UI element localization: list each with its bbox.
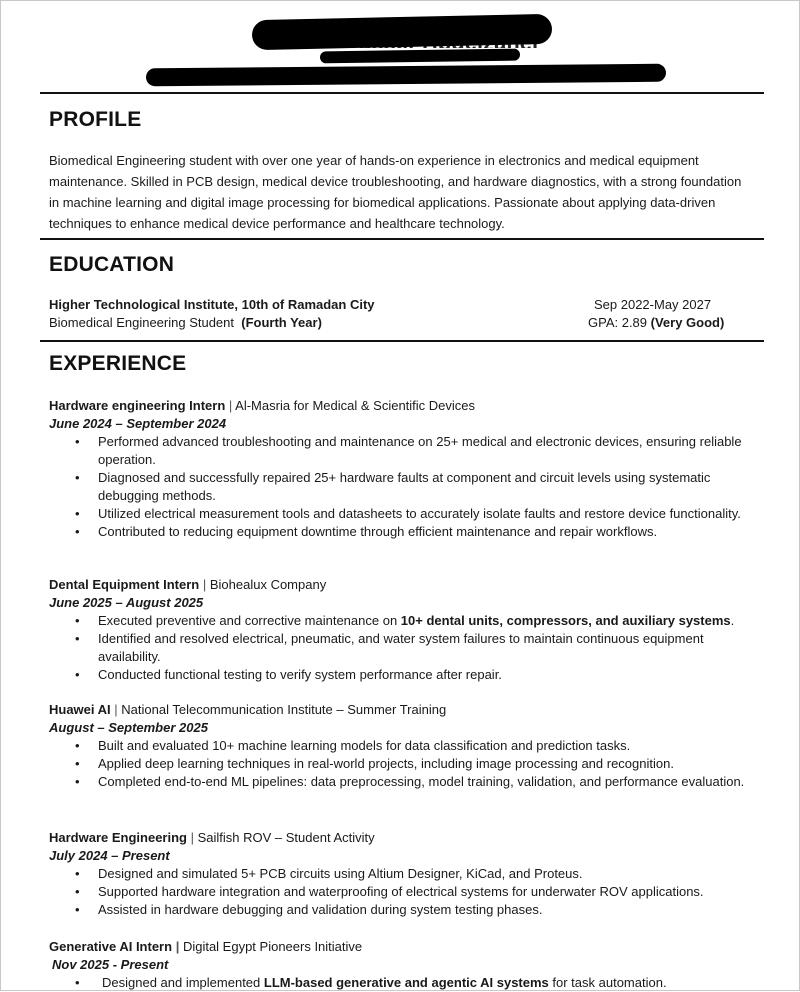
job-bullets xyxy=(49,865,769,919)
job-header: Generative AI Intern | Digital Egypt Pioneers Initiative xyxy=(49,939,363,954)
job-entry xyxy=(49,829,769,919)
job-role: Hardware Engineering xyxy=(49,830,187,845)
section-divider xyxy=(40,238,764,240)
job-bullet: • Conducted functional testing to verify system performance after repair. xyxy=(49,666,769,684)
job-bullets xyxy=(49,974,769,992)
bullet-text: Executed preventive and corrective maintenance on xyxy=(98,613,401,628)
job-bullet: • Assisted in hardware debugging and validation during system testing phases. xyxy=(49,901,769,919)
job-bullet: • Applied deep learning techniques in real-world projects, including image processing and recognition. xyxy=(49,755,769,773)
job-organization: National Telecommunication Institute – Summer Training xyxy=(121,702,447,717)
degree-title: Biomedical Engineering Student xyxy=(49,315,235,330)
job-role: Huawei AI xyxy=(49,702,111,717)
job-bullet: • Built and evaluated 10+ machine learning models for data classification and prediction tasks. xyxy=(49,737,769,755)
job-organization: Digital Egypt Pioneers Initiative xyxy=(182,939,363,954)
job-bullet: • Identified and resolved electrical, pneumatic, and water system failures to maintain continuous equipment availability. xyxy=(49,630,769,666)
job-role: Hardware engineering Intern xyxy=(49,398,226,413)
job-dates: July 2024 – Present xyxy=(49,848,170,863)
degree-year: (Fourth Year) xyxy=(241,315,322,330)
job-header: Huawei AI | National Telecommunication Institute – Summer Training xyxy=(49,702,447,717)
job-bullet: • Designed and simulated 5+ PCB circuits using Altium Designer, KiCad, and Proteus. xyxy=(49,865,769,883)
job-entry xyxy=(49,701,769,791)
job-bullet: • Performed advanced troubleshooting and maintenance on 25+ medical and electronic devices, ensuring reliable operation. xyxy=(49,433,769,469)
education-entry xyxy=(49,296,375,332)
job-bullets xyxy=(49,612,769,684)
job-bullet xyxy=(49,612,769,630)
job-role: Dental Equipment Intern xyxy=(49,577,200,592)
education-heading: EDUCATION xyxy=(49,253,175,276)
job-organization: Biohealux Company xyxy=(209,577,327,592)
job-header: Dental Equipment Intern | Biohealux Company xyxy=(49,577,327,592)
job-dates: August – September 2025 xyxy=(49,720,208,735)
job-entry xyxy=(49,397,769,541)
job-entry xyxy=(49,576,769,684)
job-dates: June 2025 – August 2025 xyxy=(49,595,204,610)
job-header: Hardware engineering Intern | Al-Masria for Medical & Scientific Devices xyxy=(49,398,476,413)
job-bullet: • Utilized electrical measurement tools and datasheets to accurately isolate faults and restore device functionality. xyxy=(49,505,769,523)
job-bullets xyxy=(49,433,769,541)
profile-summary: Biomedical Engineering student with over one year of hands-on experience in electronics and medical equipment maintenance. Skilled in PCB design, medical device troubleshooting, and hardware diagnostics, with a strong foundation in machine learning and digital image processing for biomedical applications. Passionate about applying data-driven techniques to enhance medical device performance and healthcare technology. xyxy=(49,153,742,231)
job-organization: Sailfish ROV – Student Activity xyxy=(197,830,375,845)
institution-name: Higher Technological Institute, 10th of Ramadan City xyxy=(49,297,375,312)
education-meta xyxy=(588,296,725,332)
job-dates: June 2024 – September 2024 xyxy=(49,416,227,431)
job-header: Hardware Engineering | Sailfish ROV – Student Activity xyxy=(49,830,375,845)
section-divider xyxy=(40,92,764,94)
degree-line xyxy=(49,314,375,332)
job-bullets xyxy=(49,737,769,791)
gpa-grade: (Very Good) xyxy=(650,315,725,330)
job-bullet: • Contributed to reducing equipment downtime through efficient maintenance and repair workflows. xyxy=(49,523,769,541)
bullet-text-end: for task automation. xyxy=(548,975,667,990)
bullet-emphasis: 10+ dental units, compressors, and auxiliary systems xyxy=(400,613,731,628)
job-organization: Al-Masria for Medical & Scientific Devices xyxy=(235,398,476,413)
profile-heading: PROFILE xyxy=(49,108,142,131)
bullet-emphasis: LLM-based generative and agentic AI systems xyxy=(263,975,549,990)
experience-heading: EXPERIENCE xyxy=(49,352,187,375)
job-dates: Nov 2025 - Present xyxy=(52,957,169,972)
job-role: Generative AI Intern xyxy=(49,939,173,954)
gpa-value: GPA: 2.89 xyxy=(588,315,648,330)
section-divider xyxy=(40,340,764,342)
resume-header xyxy=(0,0,800,92)
job-bullet: • Supported hardware integration and waterproofing of electrical systems for underwater ROV applications. xyxy=(49,883,769,901)
gpa-line xyxy=(588,314,724,332)
education-dates: Sep 2022-May 2027 xyxy=(594,297,712,312)
job-bullet: • Diagnosed and successfully repaired 25+ hardware faults at component and circuit levels using systematic debugging methods. xyxy=(49,469,769,505)
name-redaction-mark xyxy=(252,14,553,50)
job-entry xyxy=(49,938,769,992)
job-bullet xyxy=(49,974,769,992)
contact-redaction-mark xyxy=(146,64,666,87)
address-redaction-mark xyxy=(320,49,520,64)
bullet-text-end: . xyxy=(730,613,735,628)
job-bullet: • Completed end-to-end ML pipelines: data preprocessing, model training, validation, and performance evaluation. xyxy=(49,773,769,791)
bullet-text: Designed and implemented xyxy=(102,975,264,990)
